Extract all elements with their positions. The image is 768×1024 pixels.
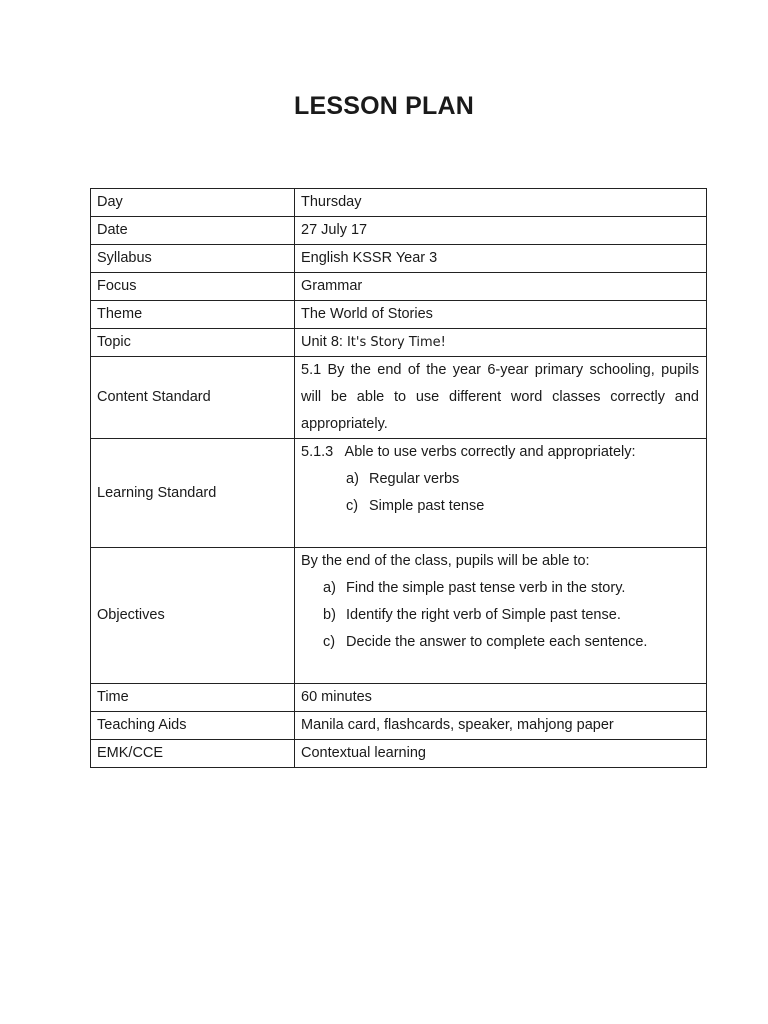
list-item bbox=[301, 575, 699, 602]
learning-standard-code: 5.1.3 bbox=[301, 444, 334, 460]
objectives-list bbox=[301, 575, 699, 656]
table-row-objectives bbox=[91, 548, 707, 684]
list-marker: b) bbox=[323, 607, 336, 623]
learning-standard-statement bbox=[301, 439, 699, 466]
row-label: Content Standard bbox=[91, 357, 295, 439]
row-label: Time bbox=[91, 684, 295, 712]
objectives-intro: By the end of the class, pupils will be able to: bbox=[301, 553, 590, 569]
row-value: Grammar bbox=[295, 273, 707, 301]
page-title: LESSON PLAN bbox=[294, 92, 474, 120]
table-row-focus bbox=[91, 273, 707, 301]
row-value: The World of Stories bbox=[295, 301, 707, 329]
row-value: 27 July 17 bbox=[295, 217, 707, 245]
list-marker: c) bbox=[323, 634, 336, 650]
list-item-text: Decide the answer to complete each sentence. bbox=[346, 634, 648, 650]
list-item-text: Identify the right verb of Simple past tense. bbox=[346, 607, 621, 623]
row-value: English KSSR Year 3 bbox=[295, 245, 707, 273]
row-value bbox=[295, 439, 707, 548]
learning-standard-text: Able to use verbs correctly and appropriately: bbox=[344, 444, 636, 460]
table-row-syllabus bbox=[91, 245, 707, 273]
spacer bbox=[301, 520, 699, 547]
list-item bbox=[301, 466, 699, 493]
row-value: Contextual learning bbox=[295, 740, 707, 768]
table-row-theme bbox=[91, 301, 707, 329]
row-label: Learning Standard bbox=[91, 439, 295, 548]
list-marker: a) bbox=[346, 471, 359, 487]
row-value: Thursday bbox=[295, 189, 707, 217]
list-item-text: Regular verbs bbox=[369, 471, 460, 487]
row-value: 5.1 By the end of the year 6-year primary schooling, pupils will be able to use different word classes correctly and appropriately. bbox=[295, 357, 707, 439]
topic-title: It's Story Time! bbox=[346, 335, 446, 350]
row-label: Theme bbox=[91, 301, 295, 329]
topic-unit: Unit 8: bbox=[301, 334, 343, 350]
list-item bbox=[301, 602, 699, 629]
row-label: Objectives bbox=[91, 548, 295, 684]
row-label: Teaching Aids bbox=[91, 712, 295, 740]
row-value bbox=[295, 548, 707, 684]
list-marker: c) bbox=[346, 498, 359, 514]
list-marker: a) bbox=[323, 580, 336, 596]
row-label: Topic bbox=[91, 329, 295, 357]
learning-standard-list bbox=[301, 466, 699, 520]
lesson-plan-table bbox=[90, 188, 707, 768]
list-item bbox=[301, 493, 699, 520]
table-row-teaching-aids bbox=[91, 712, 707, 740]
row-value: Manila card, flashcards, speaker, mahjong paper bbox=[295, 712, 707, 740]
table-row-content-standard bbox=[91, 357, 707, 439]
row-value bbox=[295, 329, 707, 357]
table-row-date bbox=[91, 217, 707, 245]
table-row-emk-cce bbox=[91, 740, 707, 768]
row-label: Syllabus bbox=[91, 245, 295, 273]
table-row-topic bbox=[91, 329, 707, 357]
table-row-day bbox=[91, 189, 707, 217]
list-item-text: Find the simple past tense verb in the story. bbox=[346, 580, 626, 596]
row-label: Focus bbox=[91, 273, 295, 301]
row-label: Date bbox=[91, 217, 295, 245]
list-item bbox=[301, 629, 699, 656]
row-value: 60 minutes bbox=[295, 684, 707, 712]
list-item-text: Simple past tense bbox=[369, 498, 485, 514]
table-row-time bbox=[91, 684, 707, 712]
row-label: Day bbox=[91, 189, 295, 217]
row-label: EMK/CCE bbox=[91, 740, 295, 768]
table-row-learning-standard bbox=[91, 439, 707, 548]
spacer bbox=[301, 656, 699, 683]
